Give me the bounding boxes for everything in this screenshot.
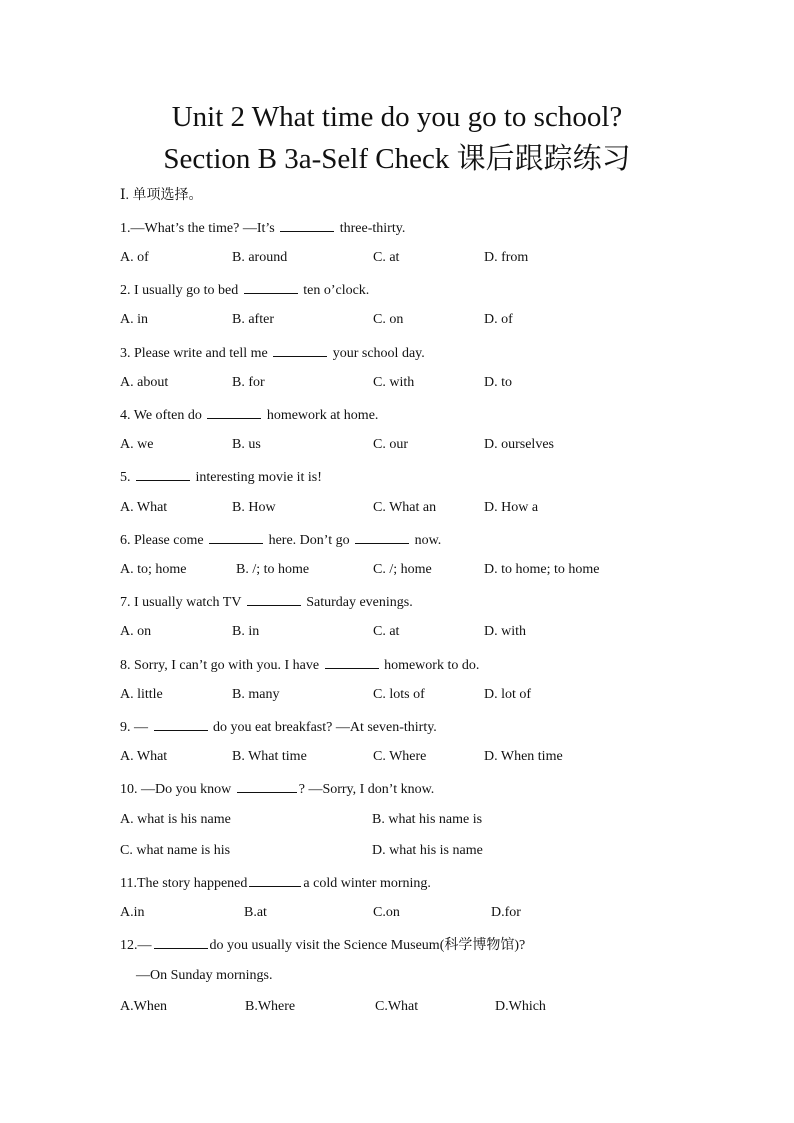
- answer-blank: [209, 530, 263, 544]
- question-text: 4. We often do: [120, 408, 202, 423]
- question-1: [120, 218, 405, 238]
- question-5: [120, 467, 322, 487]
- question-text: here. Don’t go: [268, 533, 350, 548]
- question-text: 11.The story happened: [120, 876, 248, 891]
- option-a: A. What: [120, 749, 168, 764]
- option-d: D. How a: [484, 500, 539, 515]
- option-b: B. What time: [232, 749, 307, 764]
- answer-blank: [355, 530, 409, 544]
- option-c: C. our: [373, 437, 408, 452]
- option-b: B. after: [232, 312, 274, 327]
- option-d: D. to home; to home: [484, 562, 600, 577]
- question-text: 3. Please write and tell me: [120, 346, 268, 361]
- option-c: C. Where: [373, 749, 427, 764]
- question-text: 12.—: [120, 938, 152, 953]
- option-b: B. around: [232, 250, 288, 265]
- title-line-2: Section B 3a-Self Check 课后跟踪练习: [163, 143, 631, 175]
- question-text: 9. —: [120, 720, 148, 735]
- option-c: C.on: [373, 905, 400, 920]
- option-a: A.in: [120, 905, 145, 920]
- question-text: homework to do.: [384, 658, 480, 673]
- question-text: do you usually visit the Science Museum(科学博物馆)?: [209, 938, 526, 953]
- answer-blank: [154, 935, 208, 949]
- answer-blank: [249, 873, 301, 887]
- option-b: B. in: [232, 624, 260, 639]
- option-d: D. with: [484, 624, 526, 639]
- question-text: 2. I usually go to bed: [120, 283, 239, 298]
- answer-blank: [136, 467, 190, 481]
- question-9: [120, 717, 437, 737]
- option-a: A. little: [120, 687, 163, 702]
- answer-blank: [325, 655, 379, 669]
- question-8: [120, 655, 479, 675]
- option-b: B. for: [232, 375, 265, 390]
- question-text: 8. Sorry, I can’t go with you. I have: [120, 658, 320, 673]
- option-c: C. at: [373, 624, 400, 639]
- option-b: B. us: [232, 437, 261, 452]
- option-c: C. What an: [373, 500, 437, 515]
- option-d: D. of: [484, 312, 513, 327]
- option-d: D.for: [491, 905, 521, 920]
- option-c: C. what name is his: [120, 843, 231, 858]
- answer-blank: [154, 717, 208, 731]
- question-text: 1.—What’s the time? —It’s: [120, 221, 275, 236]
- question-text: homework at home.: [266, 408, 379, 423]
- question-6: [120, 530, 441, 550]
- question-12: [120, 935, 525, 955]
- answer-blank: [237, 779, 297, 793]
- option-d: D. what his is name: [372, 843, 483, 858]
- question-text: three-thirty.: [339, 221, 406, 236]
- question-2: [120, 280, 369, 300]
- question-text: a cold winter morning.: [303, 876, 431, 891]
- question-text: your school day.: [332, 346, 425, 361]
- option-c: C.What: [375, 999, 419, 1014]
- answer-blank: [247, 592, 301, 606]
- answer-blank: [244, 280, 298, 294]
- option-b: B. /; to home: [236, 562, 310, 577]
- option-a: A. we: [120, 437, 154, 452]
- option-d: D. lot of: [484, 687, 532, 702]
- option-c: C. lots of: [373, 687, 425, 702]
- option-b: B.at: [244, 905, 267, 920]
- question-text: 5.: [120, 470, 131, 485]
- option-c: C. at: [373, 250, 400, 265]
- option-c: C. /; home: [373, 562, 432, 577]
- question-text: 7. I usually watch TV: [120, 595, 242, 610]
- question-text: 10. —Do you know: [120, 782, 232, 797]
- option-d: D. to: [484, 375, 512, 390]
- option-d: D. When time: [484, 749, 563, 764]
- option-d: D. ourselves: [484, 437, 554, 452]
- question-text: now.: [414, 533, 442, 548]
- option-a: A.When: [120, 999, 168, 1014]
- question-11: [120, 873, 431, 893]
- option-c: C. on: [373, 312, 404, 327]
- question-text: interesting movie it is!: [195, 470, 322, 485]
- option-a: A. to; home: [120, 562, 187, 577]
- option-a: A. what is his name: [120, 812, 231, 827]
- question-text: ? —Sorry, I don’t know.: [298, 782, 435, 797]
- option-a: A. of: [120, 250, 149, 265]
- answer-line: —On Sunday mornings.: [136, 968, 273, 983]
- question-text: do you eat breakfast? —At seven-thirty.: [213, 720, 437, 735]
- answer-blank: [280, 218, 334, 232]
- option-d: D.Which: [495, 999, 546, 1014]
- option-a: A. about: [120, 375, 169, 390]
- option-a: A. in: [120, 312, 148, 327]
- option-b: B. what his name is: [372, 812, 483, 827]
- option-b: B.Where: [245, 999, 296, 1014]
- question-text: Saturday evenings.: [306, 595, 413, 610]
- question-3: [120, 343, 425, 363]
- option-d: D. from: [484, 250, 529, 265]
- answer-blank: [207, 405, 261, 419]
- question-text: 6. Please come: [120, 533, 204, 548]
- option-b: B. How: [232, 500, 276, 515]
- section-heading: Ⅰ. 单项选择。: [120, 188, 203, 203]
- question-10: [120, 779, 434, 799]
- option-c: C. with: [373, 375, 415, 390]
- option-a: A. on: [120, 624, 152, 639]
- title-line-1: Unit 2 What time do you go to school?: [171, 101, 623, 133]
- option-a: A. What: [120, 500, 168, 515]
- option-b: B. many: [232, 687, 280, 702]
- answer-blank: [273, 343, 327, 357]
- question-4: [120, 405, 378, 425]
- question-text: ten o’clock.: [303, 283, 370, 298]
- question-7: [120, 592, 413, 612]
